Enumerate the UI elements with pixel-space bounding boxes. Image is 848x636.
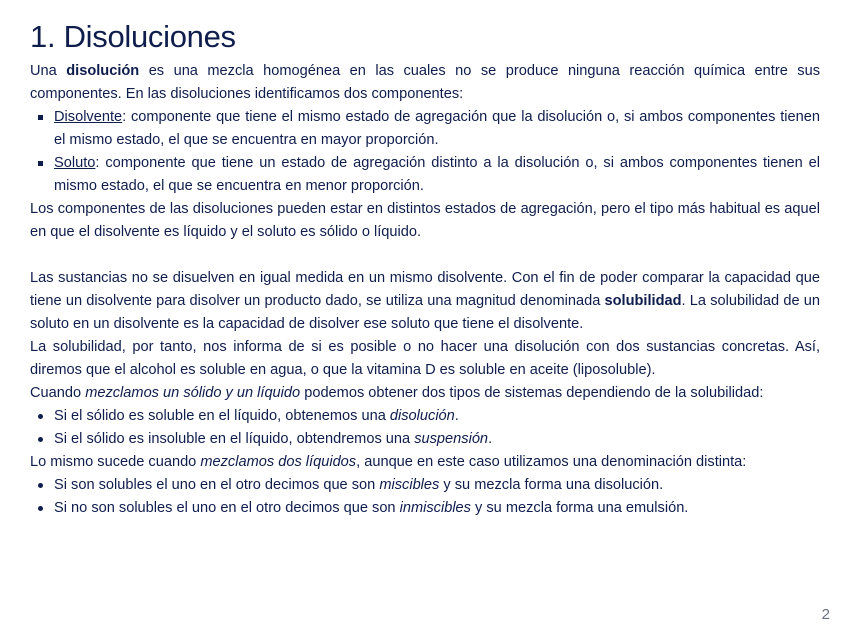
list-item-text: : componente que tiene un estado de agregación distinto a la disolución o, si ambos componentes tienen el mismo estado, el que se encuentra en menor proporción. bbox=[54, 155, 820, 194]
solubility-paragraph bbox=[30, 267, 820, 336]
page-title: 1. Disoluciones bbox=[30, 19, 236, 54]
text-segment: . bbox=[454, 408, 459, 424]
page-number: 2 bbox=[821, 606, 830, 623]
list-item bbox=[30, 405, 820, 428]
text-segment: Si el sólido es soluble en el líquido, obtenemos una bbox=[54, 408, 390, 424]
text-segment: Si el sólido es insoluble en el líquido, obtendremos una bbox=[54, 431, 415, 447]
text-segment: Lo mismo sucede cuando bbox=[30, 454, 201, 470]
solid-liquid-list bbox=[30, 405, 820, 451]
spacer bbox=[30, 244, 820, 267]
text-segment: podemos obtener dos tipos de sistemas dependiendo de la solubilidad: bbox=[300, 385, 764, 401]
emphasis: inmiscibles bbox=[399, 500, 471, 516]
text-segment: Cuando bbox=[30, 385, 86, 401]
emphasis: disolución bbox=[389, 408, 455, 424]
text-segment: Si no son solubles el uno en el otro decimos que son bbox=[54, 500, 400, 516]
emphasis: mezclamos un sólido y un líquido bbox=[85, 385, 301, 401]
term-disolvente: Disolvente bbox=[54, 109, 123, 125]
solubility-info-paragraph: La solubilidad, por tanto, nos informa de si es posible o no hacer una disolución con dos sustancias concretas. Así, diremos que el alcohol es soluble en agua, o que la vitamina D es soluble en aceite (liposoluble). bbox=[30, 339, 820, 378]
list-item bbox=[30, 428, 820, 451]
definition-paragraph bbox=[30, 60, 820, 106]
text-segment: y su mezcla forma una disolución. bbox=[439, 477, 664, 493]
states-paragraph: Los componentes de las disoluciones pueden estar en distintos estados de agregación, pero el tipo más habitual es aquel en que el disolvente es líquido y el soluto es sólido o líquido. bbox=[30, 201, 820, 240]
term-solubilidad: solubilidad bbox=[604, 293, 682, 309]
list-item bbox=[30, 474, 820, 497]
solid-liquid-paragraph bbox=[30, 382, 820, 405]
text-segment: Una bbox=[30, 63, 67, 79]
slide-content bbox=[30, 18, 820, 520]
emphasis: suspensión bbox=[414, 431, 489, 447]
text-segment: . bbox=[488, 431, 493, 447]
text-segment: Si son solubles el uno en el otro decimos que son bbox=[54, 477, 380, 493]
term-disolucion: disolución bbox=[66, 63, 140, 79]
components-list bbox=[30, 106, 820, 198]
liquid-liquid-list bbox=[30, 474, 820, 520]
text-segment: . La solubilidad de un soluto en un disolvente es la capacidad de disolver ese soluto que tiene el disolvente. bbox=[30, 293, 820, 332]
list-item-text: : componente que tiene el mismo estado de agregación que la disolución o, si ambos componentes tienen el mismo estado, el que se encuentra en mayor proporción. bbox=[54, 109, 820, 148]
term-soluto: Soluto bbox=[54, 155, 96, 171]
emphasis: miscibles bbox=[379, 477, 440, 493]
text-segment: , aunque en este caso utilizamos una denominación distinta: bbox=[356, 454, 747, 470]
emphasis: mezclamos dos líquidos bbox=[200, 454, 357, 470]
liquid-liquid-paragraph bbox=[30, 451, 820, 474]
text-segment: y su mezcla forma una emulsión. bbox=[470, 500, 689, 516]
list-item-disolvente bbox=[30, 106, 820, 152]
list-item bbox=[30, 497, 820, 520]
text-segment: Las sustancias no se disuelven en igual medida en un mismo disolvente. Con el fin de poder comparar la capacidad que tiene un disolvente para disolver un producto dado, se utiliza una magnitud denominada bbox=[30, 270, 820, 309]
list-item-soluto bbox=[30, 152, 820, 198]
text-segment: es una mezcla homogénea en las cuales no se produce ninguna reacción química entre sus componentes. En las disoluciones identificamos dos componentes: bbox=[30, 63, 821, 102]
